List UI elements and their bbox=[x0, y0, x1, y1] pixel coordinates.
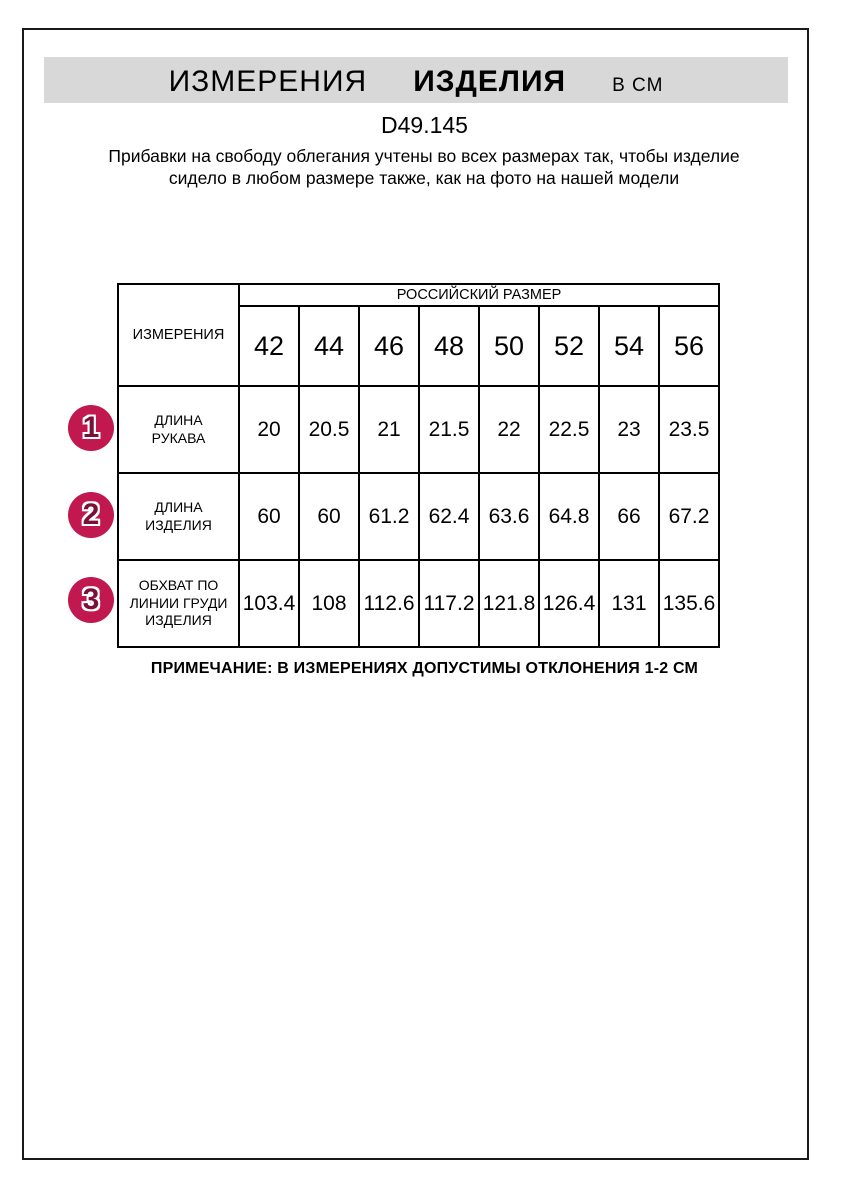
tolerance-note: ПРИМЕЧАНИЕ: В ИЗМЕРЕНИЯХ ДОПУСТИМЫ ОТКЛОНЕНИЯ 1-2 СМ bbox=[150, 660, 699, 677]
row-number-badge-1: 1 bbox=[68, 405, 114, 451]
value-cell: 121.8 bbox=[479, 560, 539, 647]
value-cell: 63.6 bbox=[479, 473, 539, 560]
title-word-garment: ИЗДЕЛИЯ bbox=[413, 65, 567, 98]
size-col-52: 52 bbox=[539, 306, 599, 386]
value-cell: 23.5 bbox=[659, 386, 719, 473]
table-row bbox=[118, 560, 719, 647]
size-col-44: 44 bbox=[299, 306, 359, 386]
title-word-measurements: ИЗМЕРЕНИЯ bbox=[168, 65, 368, 98]
value-cell: 67.2 bbox=[659, 473, 719, 560]
russian-size-header: РОССИЙСКИЙ РАЗМЕР bbox=[239, 284, 719, 306]
value-cell: 20 bbox=[239, 386, 299, 473]
size-col-54: 54 bbox=[599, 306, 659, 386]
value-cell: 60 bbox=[239, 473, 299, 560]
row-label-garment-length: ДЛИНА ИЗДЕЛИЯ bbox=[118, 473, 239, 560]
size-col-42: 42 bbox=[239, 306, 299, 386]
value-cell: 23 bbox=[599, 386, 659, 473]
size-col-46: 46 bbox=[359, 306, 419, 386]
value-cell: 20.5 bbox=[299, 386, 359, 473]
value-cell: 21 bbox=[359, 386, 419, 473]
value-cell: 135.6 bbox=[659, 560, 719, 647]
value-cell: 61.2 bbox=[359, 473, 419, 560]
value-cell: 66 bbox=[599, 473, 659, 560]
size-col-50: 50 bbox=[479, 306, 539, 386]
row-number-badge-2: 2 bbox=[68, 492, 114, 538]
measurements-table bbox=[117, 283, 720, 648]
title-unit-cm: В СМ bbox=[612, 75, 664, 96]
title-bar bbox=[44, 57, 788, 103]
value-cell: 108 bbox=[299, 560, 359, 647]
fit-description: Прибавки на свободу облегания учтены во всех размерах так, чтобы изделие сидело в любом размере также, как на фото на нашей модели bbox=[108, 146, 740, 189]
row-number-badge-3: 3 bbox=[68, 577, 114, 623]
value-cell: 126.4 bbox=[539, 560, 599, 647]
corner-header: ИЗМЕРЕНИЯ bbox=[118, 284, 239, 386]
table-row bbox=[118, 386, 719, 473]
value-cell: 103.4 bbox=[239, 560, 299, 647]
value-cell: 117.2 bbox=[419, 560, 479, 647]
row-label-sleeve-length: ДЛИНА РУКАВА bbox=[118, 386, 239, 473]
value-cell: 62.4 bbox=[419, 473, 479, 560]
size-col-48: 48 bbox=[419, 306, 479, 386]
value-cell: 60 bbox=[299, 473, 359, 560]
value-cell: 131 bbox=[599, 560, 659, 647]
product-code: D49.145 bbox=[381, 112, 468, 138]
value-cell: 21.5 bbox=[419, 386, 479, 473]
value-cell: 64.8 bbox=[539, 473, 599, 560]
value-cell: 112.6 bbox=[359, 560, 419, 647]
row-label-chest-girth: ОБХВАТ ПО ЛИНИИ ГРУДИ ИЗДЕЛИЯ bbox=[118, 560, 239, 647]
table-group-header-row bbox=[118, 284, 719, 306]
table-row bbox=[118, 473, 719, 560]
value-cell: 22.5 bbox=[539, 386, 599, 473]
size-col-56: 56 bbox=[659, 306, 719, 386]
value-cell: 22 bbox=[479, 386, 539, 473]
